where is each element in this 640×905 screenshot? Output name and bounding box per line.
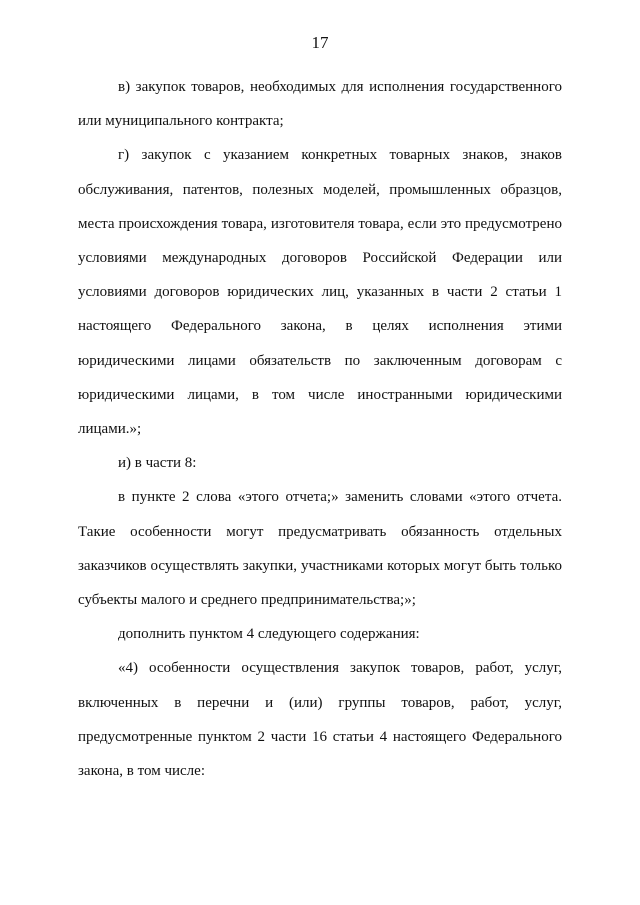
paragraph-item-v: в) закупок товаров, необходимых для исполнения государственного или муниципального контракта; xyxy=(78,79,562,130)
paragraph-point-4-text: «4) особенности осуществления закупок товаров, работ, услуг, включенных в перечни и (или) группы товаров, работ, услуг, предусмотренные пунктом 2 части 16 статьи 4 настоящего Федерального закона, в том числе: xyxy=(78,660,562,780)
page-number: 17 xyxy=(311,33,329,52)
paragraph-item-i: и) в части 8: xyxy=(118,455,197,472)
paragraph-point-2-amendment: в пункте 2 слова «этого отчета;» заменить словами «этого отчета. Такие особенности могут предусматривать обязанность отдельных заказчиков осуществлять закупки, участниками которых могут быть только субъекты малого и среднего предпринимательства;»; xyxy=(78,489,562,609)
document-body xyxy=(78,70,562,788)
paragraph-item-g: г) закупок с указанием конкретных товарных знаков, знаков обслуживания, патентов, полезных моделей, промышленных образцов, места происхождения товара, изготовителя товара, если это предусмотрено условиями международных договоров Российской Федерации или условиями договоров юридических лиц, указанных в части 2 статьи 1 настоящего Федерального закона, в целях исполнения этими юридическими лицами обязательств по заключенным договорам с юридическими лицами, в том числе иностранными юридическими лицами.»; xyxy=(78,147,562,438)
paragraph-add-point-4: дополнить пунктом 4 следующего содержания: xyxy=(118,626,420,643)
